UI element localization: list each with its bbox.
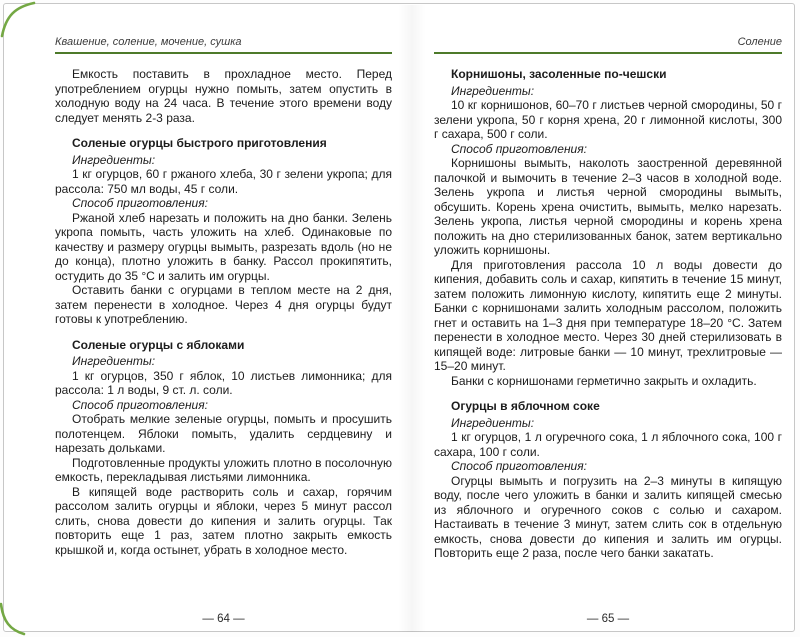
running-head-left: Квашение, соление, мочение, сушка [55,36,242,48]
ingredients-label: Ингредиенты: [451,83,535,98]
ingredients-label: Ингредиенты: [72,152,156,167]
body-paragraph: Оставить банки с огурцами в теплом месте на 2 дня, затем перенести в холодное. Через 4 дня огурцы будут готовы к употреблению. [55,283,392,326]
body-paragraph: Подготовленные продукты уложить плотно в посолочную емкость, перекладывая листьями лимонника. [55,455,392,484]
page-right [434,36,782,625]
ingredients-paragraph: 1 кг огурцов, 1 л огуречного сока, 1 л яблочного сока, 100 г сахара, 100 г соли. [434,430,782,459]
body-paragraph: Банки с корнишонами герметично закрыть и охладить. [451,373,757,388]
body-paragraph: Корнишоны вымыть, наколоть заостренной деревянной палочкой и вымочить в течение 2–3 часов в холодной воде. Зелень укропа и листья черной смородины вымыть, обсушить. Корень хрена очистить, вымыть, мелко нарезать. Зелень укропа, листья черной смородины и корень хрена положить на дно стерилизованных банок, затем вертикально уложить корнишоны. [434,156,782,257]
page-left-content [55,67,392,557]
running-head-right: Соление [737,36,782,48]
method-label: Способ приготовления: [72,196,208,210]
recipe-heading: Соленые огурцы быстрого приготовления [72,136,327,150]
ingredients-paragraph: 1 кг огурцов, 350 г яблок, 10 листьев лимонника; для рассола: 1 л воды, 9 ст. л. соли. [55,368,392,397]
ingredients-label: Ингредиенты: [451,415,535,430]
body-paragraph: Для приготовления рассола 10 л воды довести до кипения, добавить соль и сахар, кипятить в течение 15 минут, затем положить лимонную кислоту, кипятить еще 2 минуты. Банки с корнишонами залить холодным рассолом, положить гнет и оставить на 1–3 дня при температуре 18–20 °С. Затем перенести в холодное место. Через 30 дней стерилизовать в кипящей воде: литровые банки — 10 минут, трехлитровые — 15–20 минут. [434,257,782,373]
ingredients-paragraph: 1 кг огурцов, 60 г ржаного хлеба, 30 г зелени укропа; для рассола: 750 мл воды, 45 г соли. [55,167,392,196]
body-paragraph: В кипящей воде растворить соль и сахар, горячим рассолом залить огурцы и яблоки, через 5 минут рассол слить, снова довести до кипения и залить огурцы. Так повторить еще 1 раз, затем плотно закрыть емкость крышкой и, когда остынет, убрать в холодное место. [55,484,392,557]
method-label: Способ приготовления: [451,459,587,473]
recipe-heading: Огурцы в яблочном соке [451,399,600,413]
gutter-shadow [398,5,426,632]
ingredients-paragraph: 10 кг корнишонов, 60–70 г листьев черной смородины, 50 г зелени укропа, 50 г корня хрена, 20 г лимонной кислоты, 300 г сахара, 500 г соли. [434,98,782,141]
page-right-content [434,67,782,561]
recipe-heading: Корнишоны, засоленные по-чешски [451,67,667,81]
body-paragraph: Огурцы вымыть и погрузить на 2–3 минуты в кипящую воду, после чего уложить в банки и залить кипящей смесью из яблочного и огуречного соков с солью и сахаром. Настаивать в течение 3 минут, затем слить сок в отдельную емкость, снова довести до кипения и залить им огурцы. Повторить еще 2 раза, после чего банки закатать. [434,473,782,560]
page-number-right: — 65 — [586,613,630,625]
header-rule-left [55,52,392,54]
header-rule-right [434,52,782,54]
page-number-left: — 64 — [202,613,245,625]
ingredients-label: Ингредиенты: [72,354,156,368]
recipe-heading: Соленые огурцы с яблоками [72,337,245,352]
body-paragraph: Емкость поставить в прохладное место. Перед употреблением огурцы нужно помыть, затем опустить в холодную воду на 24 часа. В течение этого времени воду следует менять 2-3 раза. [55,67,392,125]
body-paragraph: Ржаной хлеб нарезать и положить на дно банки. Зелень укропа помыть, часть уложить на хлеб. Одинаковые по качеству и размеру огурцы вымыть, разрезать вдоль (но не до конца), плотно уложить в банку. Рассол прокипятить, остудить до 35 °С и залить им огурцы. [55,210,392,283]
page-left [55,36,392,625]
method-label: Способ приготовления: [72,397,208,412]
method-label: Способ приготовления: [451,141,587,156]
body-paragraph: Отобрать мелкие зеленые огурцы, помыть и просушить полотенцем. Яблоки помыть, удалить сердцевину и нарезать дольками. [55,412,392,455]
